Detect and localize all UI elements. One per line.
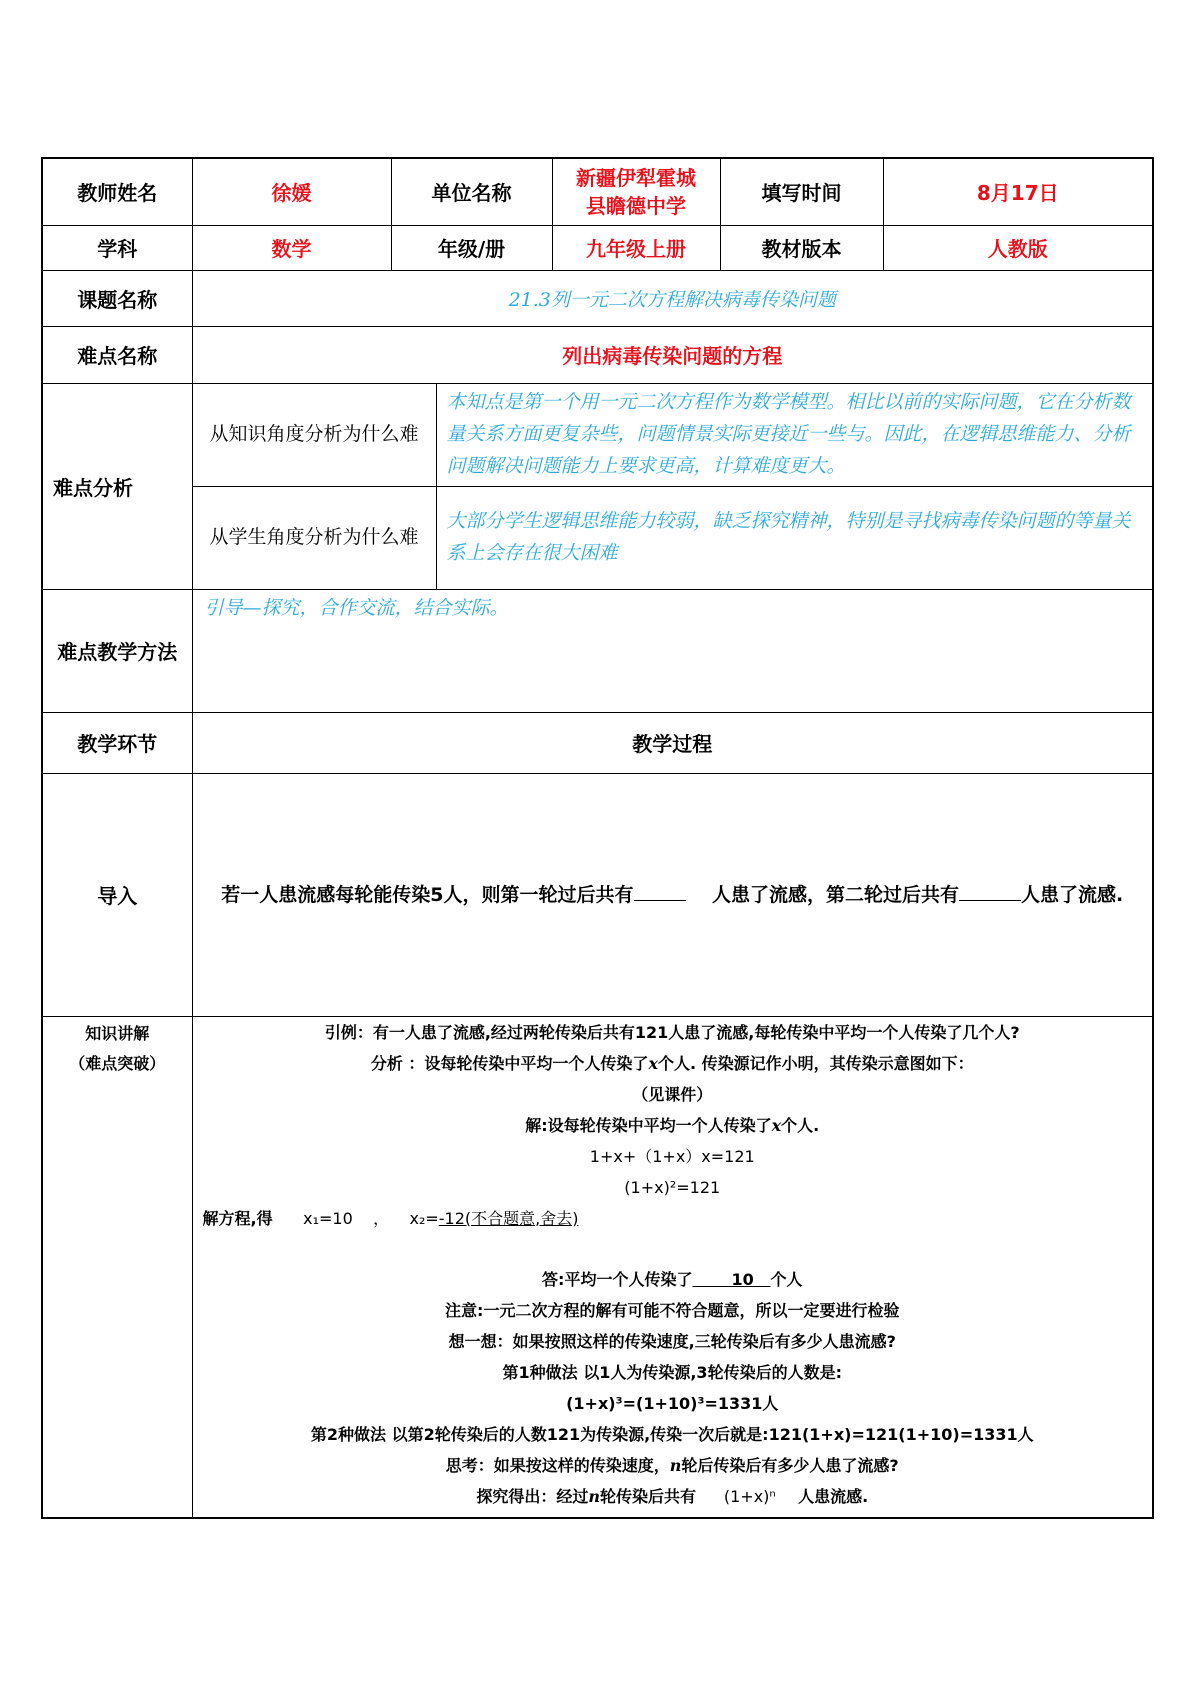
think-line: 想一想：如果按照这样的传染速度,三轮传染后有多少人患流感? xyxy=(448,1331,896,1351)
edition-label: 教材版本 xyxy=(720,225,883,270)
equation-1: 1+x+（1+x）x=121 xyxy=(589,1146,755,1166)
header-row-1 xyxy=(42,158,1153,225)
ponder-line: 思考：如果按这样的传染速度，n轮后传染后有多少人患了流感? xyxy=(445,1455,899,1475)
process-row xyxy=(42,712,1153,773)
knowledge-angle-text: 本知点是第一个用一元二次方程作为数学模型。相比以前的实际问题，它在分析数量关系方面更复杂些，问题情景实际更接近一些与。因此，在逻辑思维能力、分析问题解决问题能力上要求更高，计算难度更大。 xyxy=(436,383,1153,486)
lesson-plan-sheet xyxy=(41,157,1152,1519)
teacher-label: 教师姓名 xyxy=(42,158,192,225)
analysis-line: 分析 ：设每轮传染中平均一个人传染了x个人. 传染源记作小明，其传染示意图如下： xyxy=(370,1053,974,1073)
note-line: 注意:一元二次方程的解有可能不符合题意，所以一定要进行检验 xyxy=(445,1300,900,1320)
knowledge-label-2: （难点突破） xyxy=(69,1053,166,1073)
method-value: 引导—探究，合作交流，结合实际。 xyxy=(192,589,1153,712)
knowledge-label xyxy=(42,1016,192,1518)
intro-row xyxy=(42,773,1153,1016)
intro-label: 导入 xyxy=(42,773,192,1016)
method-row xyxy=(42,589,1153,712)
topic-value: 21.3列一元二次方程解决病毒传染问题 xyxy=(192,270,1153,326)
unit-value: 新疆伊犁霍城县瞻德中学 xyxy=(552,158,720,225)
answer-line: 答:平均一个人传染了 10 个人 xyxy=(542,1269,803,1289)
intro-question xyxy=(192,773,1153,1016)
equation-2: (1+x)²=121 xyxy=(624,1177,721,1197)
intro-text-3: 人患了流感. xyxy=(1021,883,1124,906)
process-value: 教学过程 xyxy=(192,712,1153,773)
subject-label: 学科 xyxy=(42,225,192,270)
header-row-2 xyxy=(42,225,1153,270)
date-label: 填写时间 xyxy=(720,158,883,225)
example-problem: 引例：有一人患了流感,经过两轮传染后共有121人患了流感,每轮传染中平均一个人传染了几个人? xyxy=(324,1022,1020,1042)
method-2-line: 第2种做法 以第2轮传染后的人数121为传染源,传染一次后就是:121(1+x)=121(1+10)=1331人 xyxy=(310,1424,1034,1444)
analysis-row-student xyxy=(42,486,1153,589)
knowledge-label-1: 知识讲解 xyxy=(85,1023,150,1043)
method-1-line: 第1种做法 以1人为传染源,3轮传染后的人数是: xyxy=(502,1362,842,1382)
knowledge-angle-label: 从知识角度分析为什么难 xyxy=(192,383,436,486)
spacer xyxy=(199,1234,1147,1264)
roots-line: 解方程,得 x₁=10 ， x₂=-12(不合题意,舍去) xyxy=(202,1208,579,1228)
method-label: 难点教学方法 xyxy=(42,589,192,712)
analysis-row-knowledge xyxy=(42,383,1153,486)
intro-text-2: 人患了流感，第二轮过后共有 xyxy=(711,883,959,906)
difficulty-row xyxy=(42,326,1153,383)
lesson-plan-table xyxy=(41,157,1154,1519)
grade-value: 九年级上册 xyxy=(552,225,720,270)
teacher-value: 徐媛 xyxy=(192,158,391,225)
intro-blank-1 xyxy=(634,900,686,901)
difficulty-label: 难点名称 xyxy=(42,326,192,383)
process-label: 教学环节 xyxy=(42,712,192,773)
intro-text-1: 若一人患流感每轮能传染5人，则第一轮过后共有 xyxy=(221,883,634,906)
date-value: 8月17日 xyxy=(883,158,1153,225)
student-angle-text: 大部分学生逻辑思维能力较弱，缺乏探究精神，特别是寻找病毒传染问题的等量关系上会存在很大困难 xyxy=(436,486,1153,589)
topic-row xyxy=(42,270,1153,326)
knowledge-content xyxy=(192,1016,1153,1518)
difficulty-value: 列出病毒传染问题的方程 xyxy=(192,326,1153,383)
intro-blank-2 xyxy=(959,900,1021,901)
conclusion-line: 探究得出：经过n轮传染后共有 (1+x)ⁿ 人患流感. xyxy=(476,1486,869,1506)
subject-value: 数学 xyxy=(192,225,391,270)
method-1-equation: (1+x)³=(1+10)³=1331人 xyxy=(566,1393,779,1413)
edition-value: 人教版 xyxy=(883,225,1153,270)
student-angle-label: 从学生角度分析为什么难 xyxy=(192,486,436,589)
unit-label: 单位名称 xyxy=(391,158,552,225)
topic-label: 课题名称 xyxy=(42,270,192,326)
analysis-label: 难点分析 xyxy=(42,383,192,589)
courseware-note: （见课件） xyxy=(632,1084,713,1104)
knowledge-row xyxy=(42,1016,1153,1518)
solution-setup: 解:设每轮传染中平均一个人传染了x个人. xyxy=(525,1115,820,1135)
grade-label: 年级/册 xyxy=(391,225,552,270)
